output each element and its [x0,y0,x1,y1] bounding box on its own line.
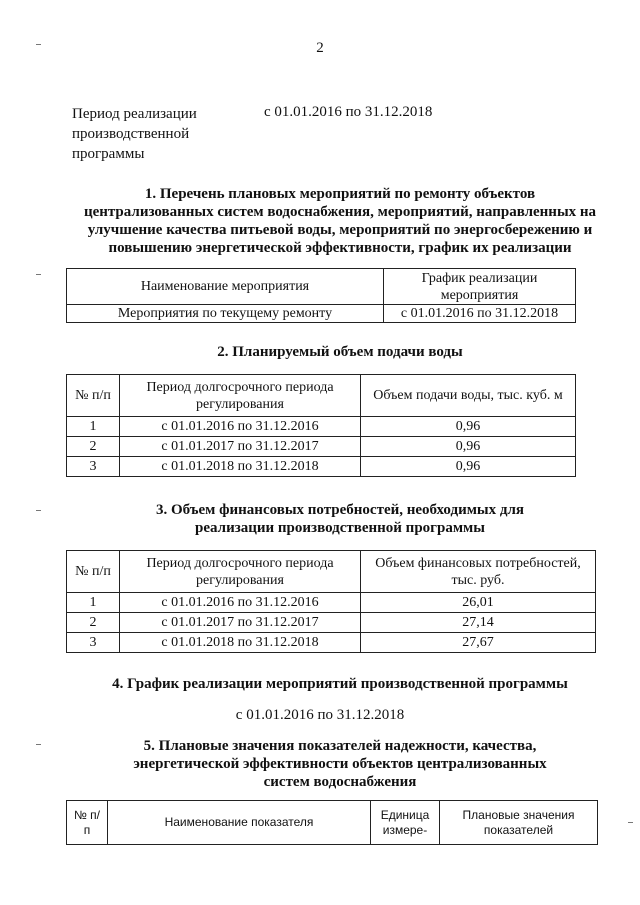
section1-heading [50,185,630,257]
header-cell: График реализации мероприятия [384,269,576,305]
section1-table [66,268,576,323]
scan-mark [36,510,41,511]
header-cell: Наименование мероприятия [67,269,384,305]
table-header-row [67,375,576,417]
section2-table [66,374,576,477]
table-row [67,305,576,323]
heading-line: реализации производственной программы [195,520,485,536]
header-cell: Плановые значения показателей [440,801,598,845]
period-label [72,104,222,164]
heading-line: 1. Перечень плановых мероприятий по ремонту объектов [144,186,536,202]
table-cell: с 01.01.2018 по 31.12.2018 [120,633,361,653]
table-cell: 1 [67,593,120,613]
header-cell: Период долгосрочного периода регулирования [120,375,361,417]
table-cell: 0,96 [361,417,576,437]
section4-heading: 4. График реализации мероприятий производственной программы [112,676,568,692]
table-row [67,633,596,653]
period-label-line: Период реализации [72,106,197,122]
table-cell: 2 [67,613,120,633]
table-cell: 3 [67,633,120,653]
table-cell: с 01.01.2016 по 31.12.2016 [120,417,361,437]
section5-table [66,800,598,845]
page-number: 2 [316,40,324,56]
header-cell: Объем финансовых потребностей, тыс. руб. [361,551,596,593]
table-cell: 0,96 [361,457,576,477]
table-cell: 1 [67,417,120,437]
heading-line: систем водоснабжения [263,774,417,790]
scan-mark [36,274,41,275]
header-cell: Наименование показателя [108,801,371,845]
table-cell: с 01.01.2016 по 31.12.2018 [384,305,576,323]
header-cell: Единица измере- [371,801,440,845]
heading-line: централизованных систем водоснабжения, мероприятий, направленных на [83,204,597,220]
heading-line: повышению энергетической эффективности, график их реализации [108,240,572,256]
table-row [67,593,596,613]
period-label-line: производственной [72,126,190,142]
table-header-row [67,551,596,593]
heading-line: 3. Объем финансовых потребностей, необходимых для [155,502,525,518]
table-cell: 3 [67,457,120,477]
header-cell: Объем подачи воды, тыс. куб. м [361,375,576,417]
table-header-row [67,801,598,845]
table-row [67,613,596,633]
table-cell: Мероприятия по текущему ремонту [67,305,384,323]
period-label-line: программы [72,146,145,162]
period-value: с 01.01.2016 по 31.12.2018 [264,104,433,120]
section5-heading [50,737,630,791]
heading-line: улучшение качества питьевой воды, мероприятий по энергосбережению и [87,222,593,238]
table-header-row [67,269,576,305]
section2-heading: 2. Планируемый объем подачи воды [217,344,463,360]
header-cell: № п/п [67,801,108,845]
table-cell: с 01.01.2017 по 31.12.2017 [120,613,361,633]
table-cell: с 01.01.2017 по 31.12.2017 [120,437,361,457]
table-row [67,437,576,457]
header-cell: № п/п [67,375,120,417]
table-row [67,417,576,437]
header-cell: № п/п [67,551,120,593]
scan-mark [36,744,41,745]
header-cell: Период долгосрочного периода регулирования [120,551,361,593]
heading-line: энергетической эффективности объектов централизованных [133,756,547,772]
table-cell: с 01.01.2018 по 31.12.2018 [120,457,361,477]
table-cell: 27,67 [361,633,596,653]
table-cell: 2 [67,437,120,457]
section3-heading [50,501,630,537]
scan-mark [36,44,41,45]
table-cell: 0,96 [361,437,576,457]
heading-line: 5. Плановые значения показателей надежности, качества, [143,738,537,754]
scan-mark [628,822,633,823]
section3-table [66,550,596,653]
table-cell: 27,14 [361,613,596,633]
table-row [67,457,576,477]
table-cell: 26,01 [361,593,596,613]
section4-period: с 01.01.2016 по 31.12.2018 [235,707,405,723]
table-cell: с 01.01.2016 по 31.12.2016 [120,593,361,613]
